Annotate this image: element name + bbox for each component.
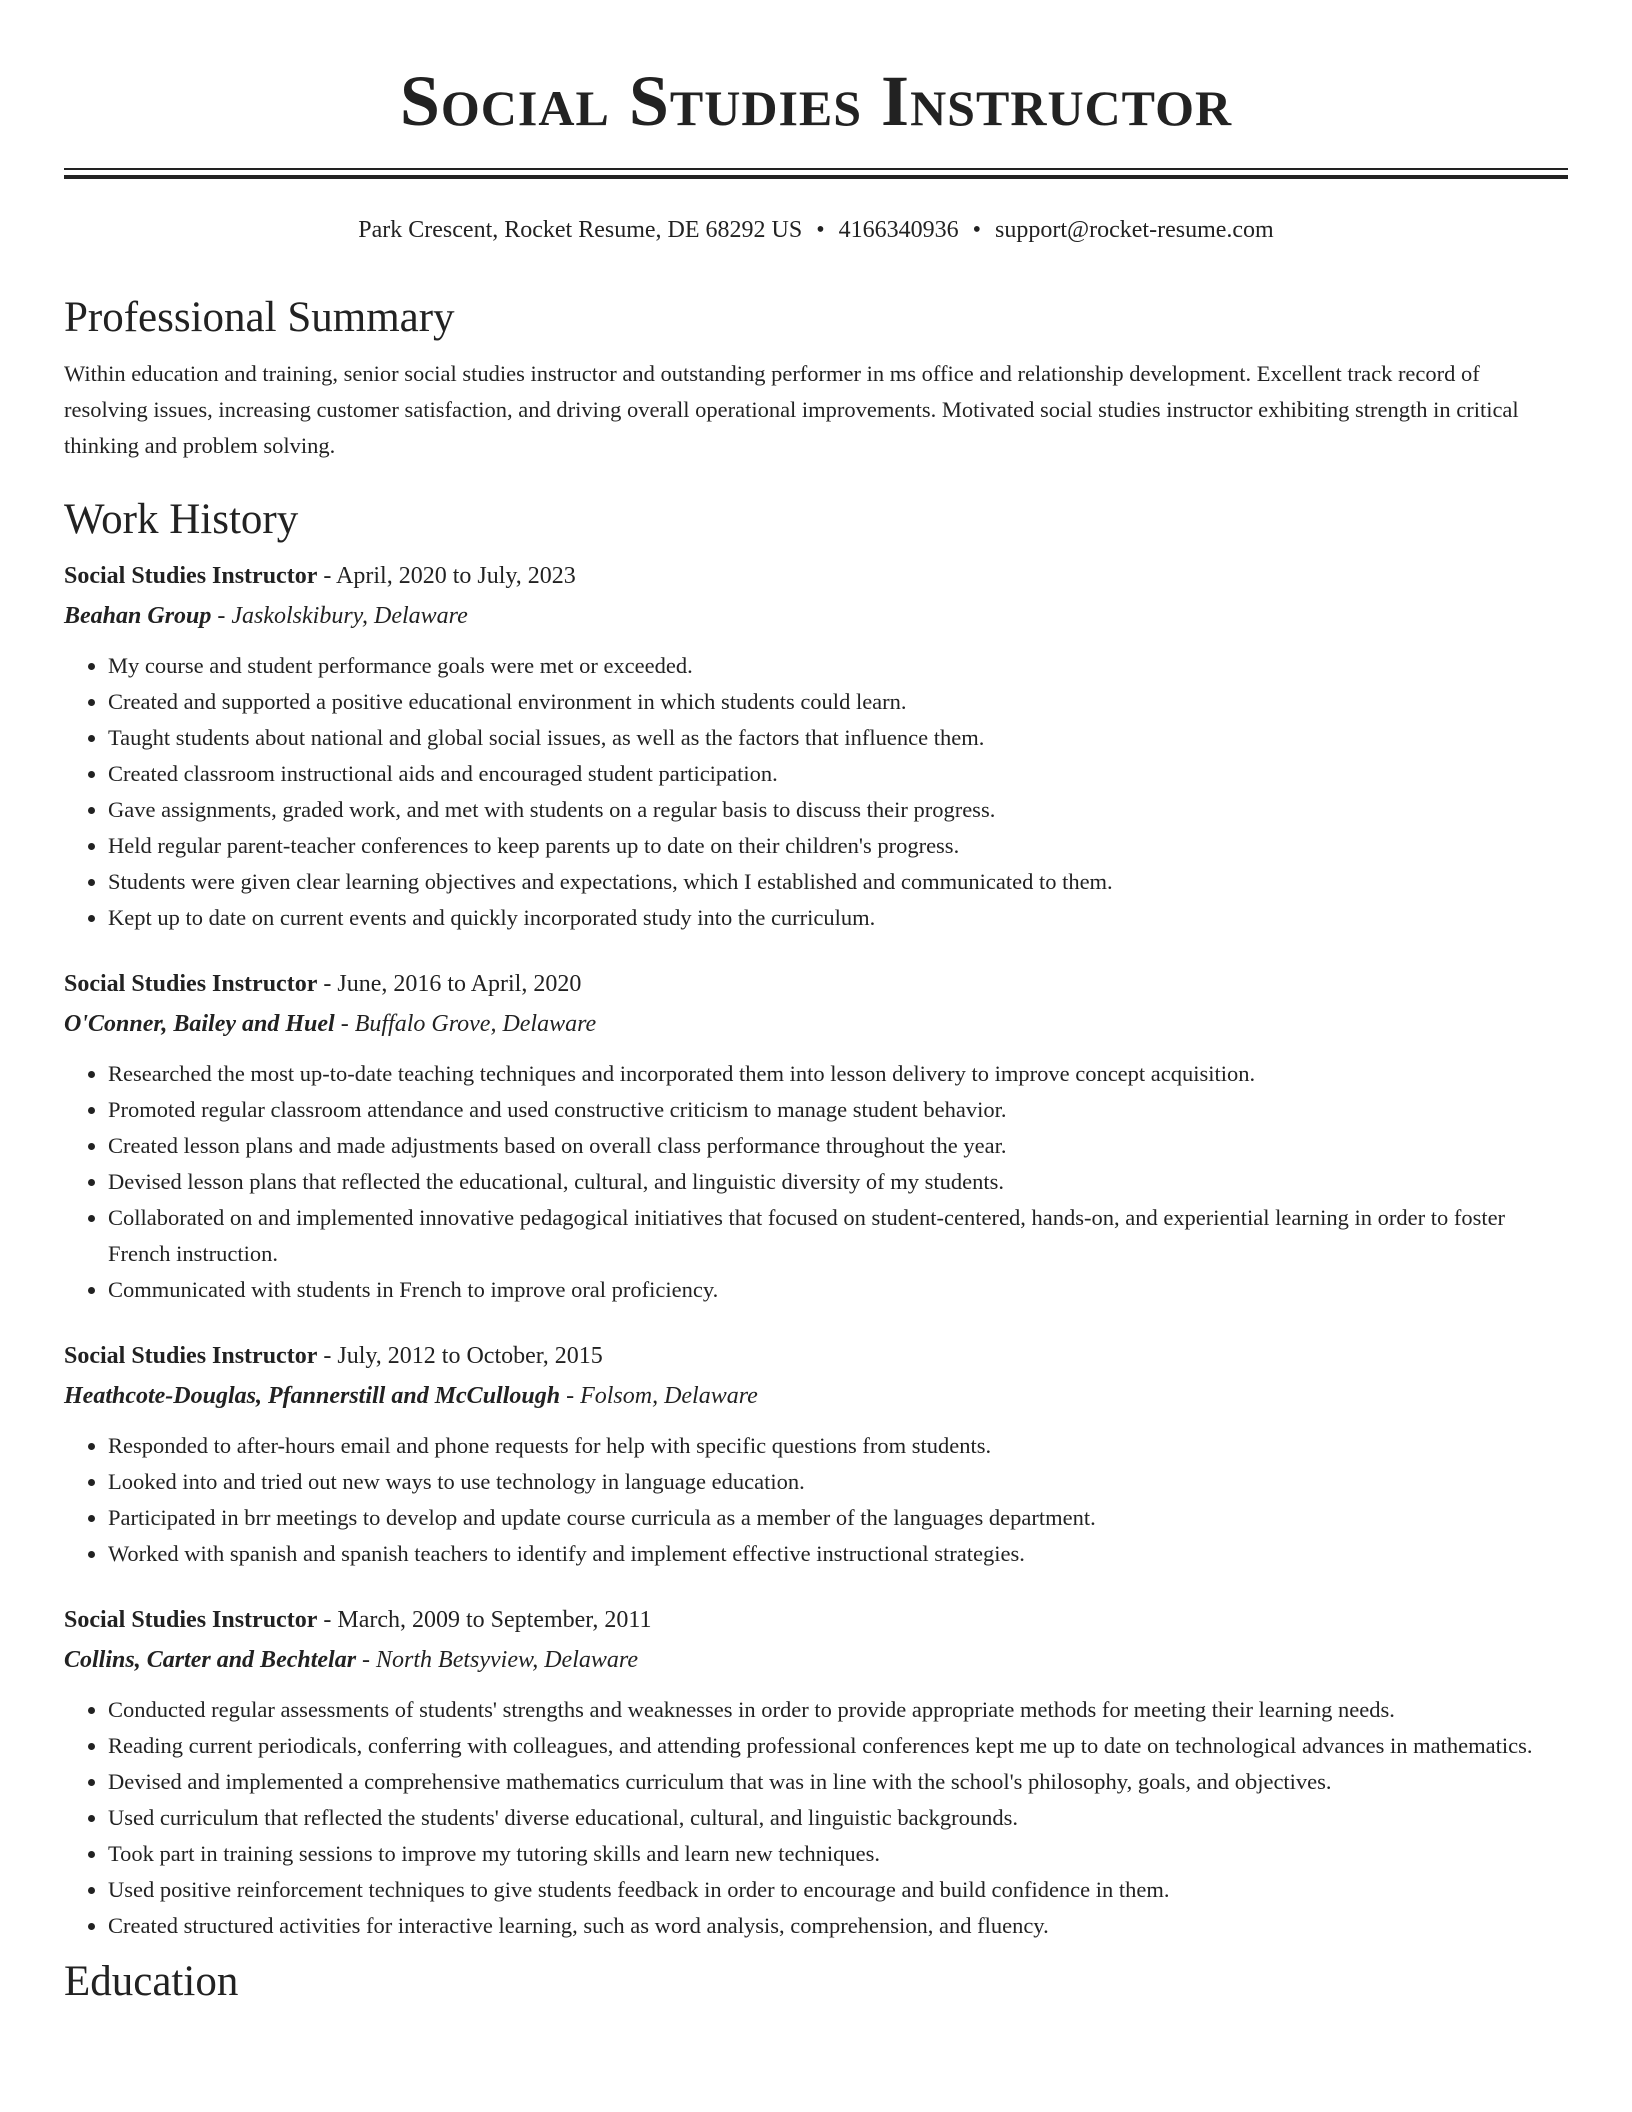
duty-item: • Devised and implemented a comprehensive mathematics curriculum that was in line with the school's philosophy, goals, and objectives. (108, 1764, 1568, 1800)
duty-item: • My course and student performance goals were met or exceeded. (108, 648, 1568, 684)
job-company: Heathcote-Douglas, Pfannerstill and McCullough (64, 1383, 561, 1409)
job-entry (64, 1336, 1568, 1572)
job-title-line (64, 1336, 1568, 1376)
job-location: - Folsom, Delaware (560, 1383, 758, 1409)
contact-line (64, 212, 1568, 248)
duty-item: • Promoted regular classroom attendance and used constructive criticism to manage student behavior. (108, 1092, 1568, 1128)
job-entry (64, 964, 1568, 1308)
education-heading: Education (64, 1958, 239, 2005)
contact-separator: • (816, 217, 825, 243)
duty-item: • Gave assignments, graded work, and met with students on a regular basis to discuss their progress. (108, 792, 1568, 828)
job-dates: - April, 2020 to July, 2023 (317, 563, 576, 589)
job-company: O'Conner, Bailey and Huel (64, 1011, 335, 1037)
duty-item: • Taught students about national and global social issues, as well as the factors that influence them. (108, 720, 1568, 756)
job-dates: - March, 2009 to September, 2011 (317, 1607, 652, 1633)
duty-item: • Created classroom instructional aids and encouraged student participation. (108, 756, 1568, 792)
job-company: Beahan Group (64, 603, 212, 629)
duty-item: • Created lesson plans and made adjustments based on overall class performance throughout the year. (108, 1128, 1568, 1164)
contact-email: support@rocket-resume.com (995, 217, 1274, 243)
duty-item: • Responded to after-hours email and phone requests for help with specific questions from students. (108, 1428, 1568, 1464)
contact-address: Park Crescent, Rocket Resume, DE 68292 US (358, 217, 803, 243)
contact-phone: 4166340936 (838, 217, 959, 243)
work-history-heading: Work History (64, 496, 299, 543)
job-role: Social Studies Instructor (64, 1343, 318, 1369)
job-title-line (64, 1600, 1568, 1640)
job-company-line (64, 1376, 1568, 1416)
duty-item: • Devised lesson plans that reflected the educational, cultural, and linguistic diversity of my students. (108, 1164, 1568, 1200)
job-location: - Buffalo Grove, Delaware (334, 1011, 597, 1037)
duty-item: • Used positive reinforcement techniques to give students feedback in order to encourage and build confidence in them. (108, 1872, 1568, 1908)
duty-item: • Looked into and tried out new ways to use technology in language education. (108, 1464, 1568, 1500)
resume-title: Social Studies Instructor (399, 61, 1233, 141)
job-duties (64, 1692, 1568, 1944)
job-dates: - July, 2012 to October, 2015 (317, 1343, 603, 1369)
job-entry (64, 556, 1568, 936)
duty-item: • Worked with spanish and spanish teachers to identify and implement effective instructional strategies. (108, 1536, 1568, 1572)
job-role: Social Studies Instructor (64, 1607, 318, 1633)
duty-item: • Researched the most up-to-date teaching techniques and incorporated them into lesson delivery to improve concept acquisition. (108, 1056, 1568, 1092)
job-company-line (64, 1004, 1568, 1044)
duty-item: • Communicated with students in French to improve oral proficiency. (108, 1272, 1568, 1308)
duty-item: • Conducted regular assessments of students' strengths and weaknesses in order to provide appropriate methods for meeting their learning needs. (108, 1692, 1568, 1728)
job-location: - Jaskolskibury, Delaware (211, 603, 468, 629)
job-duties (64, 1428, 1568, 1572)
job-duties (64, 1056, 1568, 1308)
summary-text: Within education and training, senior social studies instructor and outstanding performer in ms office and relationship development. Excellent track record of resolving issues, increasing customer satisfaction, and driving overall operational improvements. Motivated social studies instructor exhibiting strength in critical thinking and problem solving. (64, 361, 1519, 458)
job-role: Social Studies Instructor (64, 971, 318, 997)
job-company: Collins, Carter and Bechtelar (64, 1647, 357, 1673)
job-title-line (64, 556, 1568, 596)
job-duties (64, 648, 1568, 936)
job-title-line (64, 964, 1568, 1004)
duty-item: • Reading current periodicals, conferring with colleagues, and attending professional conferences kept me up to date on technological advances in mathematics. (108, 1728, 1568, 1764)
title-rule-thick (64, 175, 1568, 179)
resume-content (64, 290, 1568, 2010)
duty-item: • Created and supported a positive educational environment in which students could learn. (108, 684, 1568, 720)
job-entry (64, 1600, 1568, 1944)
duty-item: • Created structured activities for interactive learning, such as word analysis, comprehension, and fluency. (108, 1908, 1568, 1944)
job-role: Social Studies Instructor (64, 563, 318, 589)
job-dates: - June, 2016 to April, 2020 (317, 971, 582, 997)
duty-item: • Kept up to date on current events and quickly incorporated study into the curriculum. (108, 900, 1568, 936)
duty-item: • Used curriculum that reflected the students' diverse educational, cultural, and linguistic backgrounds. (108, 1800, 1568, 1836)
duty-item: • Students were given clear learning objectives and expectations, which I established and communicated to them. (108, 864, 1568, 900)
duty-item: • Held regular parent-teacher conferences to keep parents up to date on their children's progress. (108, 828, 1568, 864)
contact-separator: • (972, 217, 982, 243)
job-location: - North Betsyview, Delaware (356, 1647, 638, 1673)
job-company-line (64, 596, 1568, 636)
duty-item: • Collaborated on and implemented innovative pedagogical initiatives that focused on student-centered, hands-on, and experiential learning in order to foster French instruction. (108, 1200, 1568, 1272)
duty-item: • Took part in training sessions to improve my tutoring skills and learn new techniques. (108, 1836, 1568, 1872)
duty-item: • Participated in brr meetings to develop and update course curricula as a member of the languages department. (108, 1500, 1568, 1536)
title-rule-thin (64, 168, 1568, 170)
job-company-line (64, 1640, 1568, 1680)
summary-heading: Professional Summary (64, 294, 455, 341)
